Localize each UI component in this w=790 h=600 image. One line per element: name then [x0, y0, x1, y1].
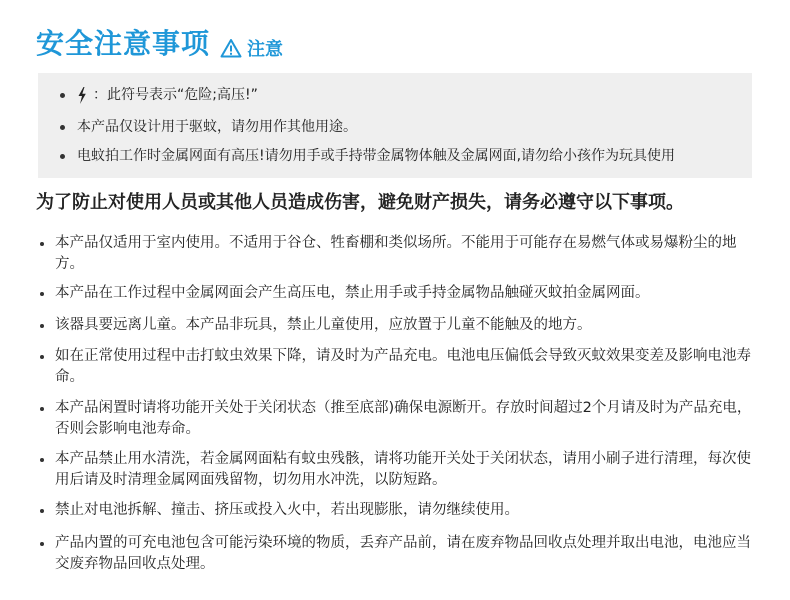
list-item: [40, 315, 756, 336]
list-item-text: 产品内置的可充电池包含可能污染环境的物质，丢弃产品前，请在废弃物品回收点处理并取出电池，电池应当交废弃物品回收点处理。: [55, 535, 751, 572]
list-item: [40, 346, 756, 388]
bullet-icon: [40, 292, 44, 296]
bullet-icon: [40, 509, 44, 513]
list-item-text: 禁止对电池拆解、撞击、挤压或投入火中，若出现膨胀，请勿继续使用。: [55, 502, 519, 518]
bullet-icon: [40, 242, 44, 246]
list-item-text: 本产品仅适用于室内使用。不适用于谷仓、牲畜棚和类似场所。不能用于可能存在易燃气体或易爆粉尘的地方。: [55, 235, 737, 272]
list-item: [40, 283, 756, 304]
list-item: [40, 533, 756, 575]
list-item-text: 该器具要远离儿童。本产品非玩具，禁止儿童使用，应放置于儿童不能触及的地方。: [55, 317, 592, 333]
list-item-text: 本产品在工作过程中金属网面会产生高压电，禁止用手或手持金属物品触碰灭蚊拍金属网面。: [55, 285, 650, 301]
bullet-icon: [60, 125, 65, 130]
lead-statement: 为了防止对使用人员或其他人员造成伤害，避免财产损失，请务必遵守以下事项。: [36, 192, 684, 213]
list-item-text: 本产品禁止用水清洗，若金属网面粘有蚊虫残骸，请将功能开关处于关闭状态，请用小刷子进行清理，每次使用后请及时清理金属网面残留物，切勿用水冲洗，以防短路。: [55, 451, 751, 488]
warning-triangle-icon: [220, 38, 242, 58]
page-title: 安全注意事项: [36, 27, 211, 60]
warning-item: [60, 146, 675, 166]
caution-label-group: [220, 35, 283, 61]
list-item: [40, 233, 756, 275]
bullet-icon: [40, 355, 44, 359]
bullet-icon: [40, 324, 44, 328]
warning-box: [38, 73, 752, 178]
warning-item-text: 本产品仅设计用于驱蚊，请勿用作其他用途。: [77, 119, 357, 135]
warning-item-text: 电蚊拍工作时金属网面有高压!请勿用手或手持带金属物体触及金属网面,请勿给小孩作为玩具使用: [77, 148, 676, 164]
bullet-icon: [40, 542, 44, 546]
bullet-icon: [40, 458, 44, 462]
bullet-icon: [60, 154, 65, 159]
list-item-text: 如在正常使用过程中击打蚊虫效果下降，请及时为产品充电。电池电压偏低会导致灭蚊效果变差及影响电池寿命。: [55, 348, 751, 385]
lightning-bolt-icon: [77, 87, 87, 104]
list-item: [40, 398, 756, 440]
list-item-text: 本产品闲置时请将功能开关处于关闭状态（推至底部)确保电源断开。存放时间超过2个月请及时为产品充电，否则会影响电池寿命。: [55, 400, 752, 437]
list-item: [40, 449, 756, 491]
warning-item-text: ：此符号表示“危险;高压!”: [93, 87, 258, 103]
list-item: [40, 500, 756, 521]
caution-label: 注意: [247, 39, 284, 60]
bullet-icon: [60, 93, 65, 98]
header: [36, 24, 283, 64]
warning-item: [60, 117, 357, 137]
warning-item-symbol: [60, 85, 258, 105]
bullet-icon: [40, 407, 44, 411]
